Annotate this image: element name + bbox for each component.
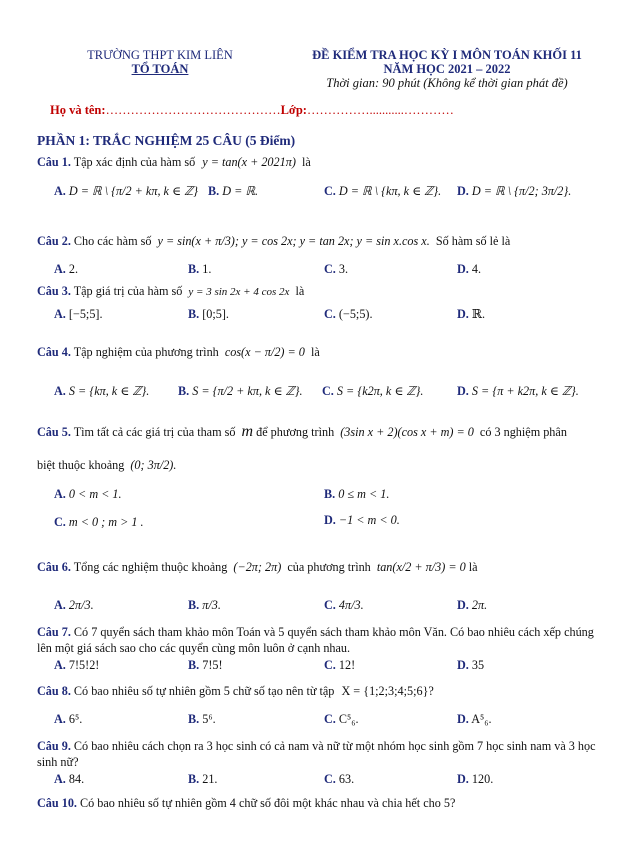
question-number: Câu 7. xyxy=(37,625,71,639)
question-7 xyxy=(37,624,607,656)
question-tail: ? xyxy=(428,684,434,698)
question-tail: là xyxy=(310,345,320,359)
question-text: Cho các hàm số xyxy=(73,234,152,248)
question-param: m xyxy=(241,423,254,440)
question-tail: Số hàm số lẻ là xyxy=(435,234,511,248)
school-year: NĂM HỌC 2021 – 2022 xyxy=(383,62,511,76)
q3-option-c[interactable]: C. (−5;5). xyxy=(324,307,373,321)
question-math: (−2π; 2π) xyxy=(233,560,282,574)
question-text: Tập nghiệm của phương trình xyxy=(73,345,219,359)
student-info-line xyxy=(50,103,454,118)
question-tail: là xyxy=(468,560,478,574)
question-text: Có bao nhiêu số tự nhiên gồm 5 chữ số tạo nên từ tập xyxy=(73,684,335,698)
question-number: Câu 1. xyxy=(37,155,71,169)
q7-option-b[interactable]: B. 7!5! xyxy=(188,658,223,672)
question-number: Câu 3. xyxy=(37,284,71,298)
question-number: Câu 6. xyxy=(37,560,71,574)
question-number: Câu 9. xyxy=(37,739,71,753)
question-4 xyxy=(37,345,320,360)
q9-option-c[interactable]: C. 63. xyxy=(324,772,355,786)
school-name: TRƯỜNG THPT KIM LIÊN xyxy=(87,48,233,62)
q1-option-c[interactable]: C. D = ℝ \ {kπ, k ∈ ℤ}. xyxy=(324,184,442,198)
q3-option-a[interactable]: A. [−5;5]. xyxy=(54,307,103,321)
question-1 xyxy=(37,155,311,170)
department-name: TỔ TOÁN xyxy=(131,62,189,76)
question-tail: có 3 nghiệm phân xyxy=(479,425,567,439)
q2-option-c[interactable]: C. 3. xyxy=(324,262,349,276)
q4-option-a[interactable]: A. S = {kπ, k ∈ ℤ}. xyxy=(54,384,150,398)
name-label: Họ và tên: xyxy=(50,103,106,117)
q3-option-d[interactable]: D. ℝ. xyxy=(457,307,486,321)
question-math: y = tan(x + 2021π) xyxy=(202,155,296,169)
q1-option-a[interactable]: A. D = ℝ \ {π/2 + kπ, k ∈ ℤ} xyxy=(54,184,199,198)
question-text: Tập giá trị của hàm số xyxy=(73,284,183,298)
question-number: Câu 10. xyxy=(37,796,77,810)
question-math: X = {1;2;3;4;5;6} xyxy=(341,684,429,698)
question-tail: là xyxy=(301,155,311,169)
q8-option-b[interactable]: B. 5⁶. xyxy=(188,712,216,726)
question-math: (3sin x + 2)(cos x + m) = 0 xyxy=(340,425,474,439)
q5-option-d[interactable]: D. −1 < m < 0. xyxy=(324,513,400,527)
q3-option-b[interactable]: B. [0;5]. xyxy=(188,307,229,321)
q6-option-c[interactable]: C. 4π/3. xyxy=(324,598,364,612)
time-note: Thời gian: 90 phút (Không kể thời gian phát đề) xyxy=(326,76,568,90)
question-number: Câu 2. xyxy=(37,234,71,248)
question-math: cos(x − π/2) = 0 xyxy=(224,345,305,359)
question-text: Tổng các nghiệm thuộc khoảng xyxy=(73,560,228,574)
question-number: Câu 8. xyxy=(37,684,71,698)
question-math: y = sin(x + π/3); y = cos 2x; y = tan 2x; y = sin x.cos x. xyxy=(157,234,430,248)
class-dots: ……………...........………… xyxy=(306,103,454,117)
q7-option-a[interactable]: A. 7!5!2! xyxy=(54,658,100,672)
question-math: y = 3 sin 2x + 4 cos 2x xyxy=(188,286,290,298)
q8-option-d[interactable]: D. A⁵₆. xyxy=(457,712,492,726)
question-text: Có 7 quyển sách tham khảo môn Toán và 5 quyển sách tham khảo môn Văn. Có bao nhiêu cách xếp chúng lên một giá sách sao cho các quyển cùng môn luôn ở cạnh nhau. xyxy=(37,625,594,655)
q2-option-a[interactable]: A. 2. xyxy=(54,262,79,276)
question-5 xyxy=(37,423,567,441)
q2-option-d[interactable]: D. 4. xyxy=(457,262,482,276)
question-6 xyxy=(37,560,478,575)
question-text-2: của phương trình xyxy=(287,560,371,574)
q6-option-b[interactable]: B. π/3. xyxy=(188,598,221,612)
question-9 xyxy=(37,738,612,770)
q6-option-a[interactable]: A. 2π/3. xyxy=(54,598,94,612)
question-math-2: tan(x/2 + π/3) = 0 xyxy=(376,560,466,574)
q1-option-b[interactable]: B. D = ℝ. xyxy=(208,184,259,198)
q2-option-b[interactable]: B. 1. xyxy=(188,262,212,276)
q7-option-c[interactable]: C. 12! xyxy=(324,658,356,672)
q5-option-b[interactable]: B. 0 ≤ m < 1. xyxy=(324,487,390,501)
q1-option-d[interactable]: D. D = ℝ \ {π/2; 3π/2}. xyxy=(457,184,572,198)
question-5-line-2: biệt thuộc khoảng (0; 3π/2). xyxy=(37,458,177,472)
q9-option-a[interactable]: A. 84. xyxy=(54,772,85,786)
q9-option-b[interactable]: B. 21. xyxy=(188,772,218,786)
q4-option-d[interactable]: D. S = {π + k2π, k ∈ ℤ}. xyxy=(457,384,579,398)
question-number: Câu 5. xyxy=(37,425,71,439)
q8-option-c[interactable]: C. C⁵₆. xyxy=(324,712,359,726)
question-2 xyxy=(37,234,510,249)
q4-option-b[interactable]: B. S = {π/2 + kπ, k ∈ ℤ}. xyxy=(178,384,303,398)
question-text: Có bao nhiêu số tự nhiên gồm 4 chữ số đôi một khác nhau và chia hết cho 5? xyxy=(80,796,456,810)
class-label: Lớp: xyxy=(280,103,307,117)
question-8 xyxy=(37,684,434,699)
name-dots: …………………………………… xyxy=(105,103,281,117)
question-text-2: để phương trình xyxy=(256,425,335,439)
q7-option-d[interactable]: D. 35 xyxy=(457,658,485,672)
q9-option-d[interactable]: D. 120. xyxy=(457,772,494,786)
q5-option-c[interactable]: C. m < 0 ; m > 1 . xyxy=(54,515,144,529)
question-number: Câu 4. xyxy=(37,345,71,359)
section-title: PHẦN 1: TRẮC NGHIỆM 25 CÂU (5 Điểm) xyxy=(37,133,296,148)
question-text: Tìm tất cả các giá trị của tham số xyxy=(73,425,236,439)
q4-option-c[interactable]: C. S = {k2π, k ∈ ℤ}. xyxy=(322,384,424,398)
question-text: Có bao nhiêu cách chọn ra 3 học sinh có cả nam và nữ từ một nhóm học sinh gồm 7 học sinh nam và 3 học sinh nữ? xyxy=(37,739,596,769)
q5-option-a[interactable]: A. 0 < m < 1. xyxy=(54,487,122,501)
question-10 xyxy=(37,796,455,811)
question-text: Tập xác định của hàm số xyxy=(73,155,196,169)
q8-option-a[interactable]: A. 6⁵. xyxy=(54,712,83,726)
q6-option-d[interactable]: D. 2π. xyxy=(457,598,488,612)
exam-title: ĐỀ KIỂM TRA HỌC KỲ I MÔN TOÁN KHỐI 11 xyxy=(312,48,582,62)
question-3 xyxy=(37,284,304,299)
question-tail: là xyxy=(295,284,305,298)
